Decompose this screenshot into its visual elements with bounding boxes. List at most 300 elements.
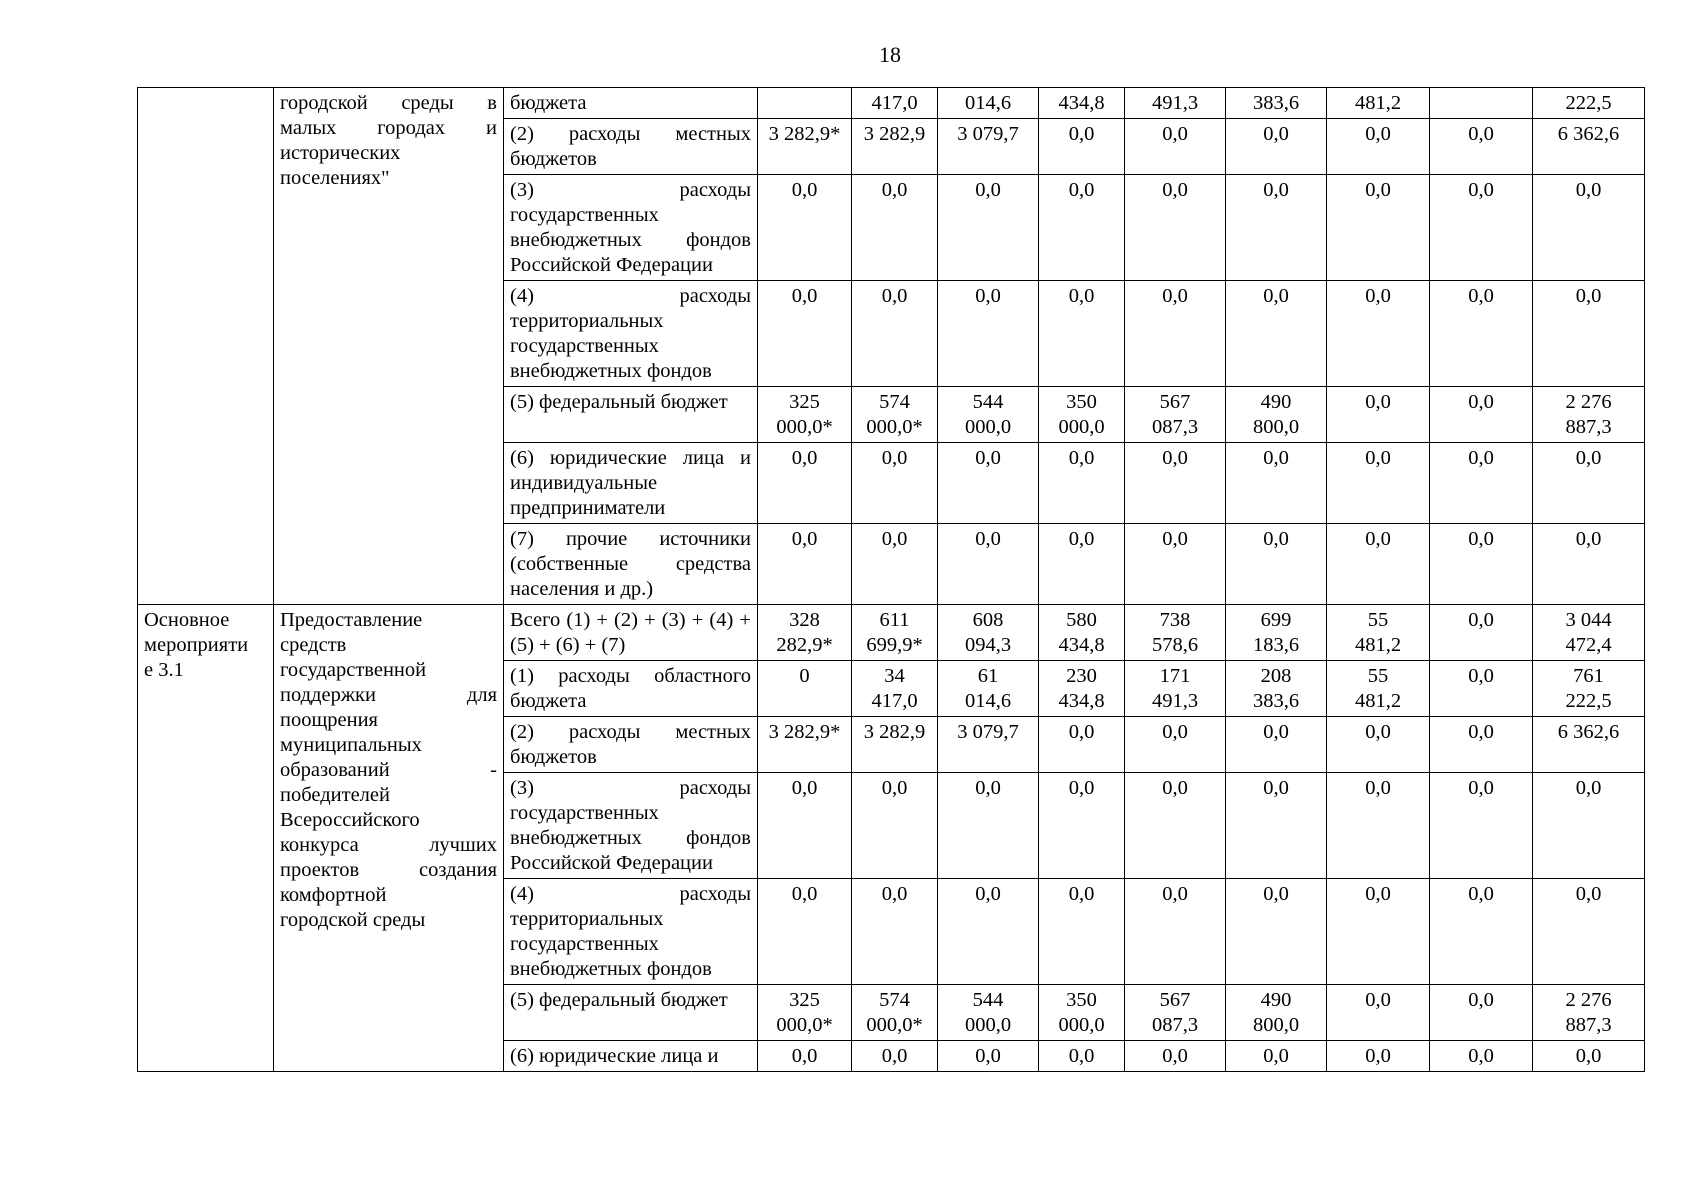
event-name-line: малых городах и (280, 117, 497, 139)
value-cell (852, 281, 938, 387)
value-cell (1125, 387, 1226, 443)
value-line: 094,3 (964, 634, 1012, 656)
event-name-line: средств (280, 634, 347, 656)
value-cell (1039, 119, 1125, 175)
value-line: 0,0 (975, 285, 1001, 307)
value-cell (1039, 387, 1125, 443)
value-cell (1125, 879, 1226, 985)
value-line: 087,3 (1151, 416, 1199, 438)
value-line: 6 362,6 (1557, 123, 1620, 145)
value-cell (1226, 524, 1327, 605)
value-cell (1430, 281, 1533, 387)
value-line: 0,0 (1468, 989, 1494, 1011)
value-line: 383,6 (1252, 690, 1300, 712)
value-line: 000,0 (1058, 1014, 1105, 1036)
value-line: 230 (1066, 665, 1097, 687)
value-line: 611 (879, 609, 910, 631)
value-cell (758, 605, 852, 661)
value-cell (1226, 879, 1327, 985)
value-line: 087,3 (1151, 1014, 1199, 1036)
funding-source-cell: (2) расходы местных бюджетов (504, 119, 758, 175)
value-cell (938, 879, 1039, 985)
event-name-line: исторических (280, 142, 401, 164)
value-cell (1125, 605, 1226, 661)
value-line: 0,0 (881, 447, 908, 469)
value-line: 887,3 (1565, 416, 1612, 438)
value-cell (1125, 717, 1226, 773)
value-line: 000,0 (964, 1014, 1012, 1036)
value-cell (852, 985, 938, 1041)
value-cell (938, 443, 1039, 524)
event-name-line: поощрения (280, 709, 378, 731)
value-cell (938, 605, 1039, 661)
value-line: 0,0 (1263, 285, 1289, 307)
value-line: 0,0 (1365, 528, 1391, 550)
value-line: 0,0 (791, 285, 818, 307)
value-line: 000,0 (964, 416, 1012, 438)
value-cell (1533, 1041, 1645, 1072)
value-cell (938, 281, 1039, 387)
value-cell (1327, 773, 1430, 879)
value-cell (1327, 387, 1430, 443)
value-cell (1125, 443, 1226, 524)
event-code-line: е 3.1 (144, 659, 184, 681)
value-cell (938, 88, 1039, 119)
value-line: 0,0 (1365, 391, 1391, 413)
value-cell (758, 879, 852, 985)
value-line: 0,0 (1162, 528, 1188, 550)
table-row (138, 605, 1645, 661)
value-line: 0,0 (1468, 391, 1494, 413)
funding-source-cell: (4) расходы территориальных государственных внебюджетных фондов (504, 879, 758, 985)
value-cell (852, 175, 938, 281)
event-code-cell (138, 88, 274, 605)
value-cell (1125, 661, 1226, 717)
value-cell (1226, 387, 1327, 443)
value-cell (1226, 443, 1327, 524)
event-name-cell (274, 605, 504, 1072)
value-line: 0,0 (1468, 609, 1494, 631)
value-line: 3 282,9 (863, 123, 926, 145)
value-cell (1430, 879, 1533, 985)
value-line: 0,0 (1468, 777, 1494, 799)
value-line: 0,0 (1162, 285, 1188, 307)
value-line: 0,0 (1162, 179, 1188, 201)
value-cell (1533, 985, 1645, 1041)
value-line: 0,0 (791, 883, 818, 905)
value-line: 800,0 (1252, 416, 1300, 438)
value-cell (1039, 605, 1125, 661)
value-line: 481,2 (1354, 690, 1402, 712)
funding-source-cell: (6) юридические лица и (504, 1041, 758, 1072)
value-line: 0,0 (881, 179, 908, 201)
value-cell (852, 387, 938, 443)
value-cell (1226, 717, 1327, 773)
value-line: 0,0 (791, 528, 818, 550)
value-cell (852, 717, 938, 773)
value-cell (1125, 524, 1226, 605)
value-cell (758, 88, 852, 119)
value-line: 699 (1260, 609, 1292, 631)
value-line: 0,0 (1468, 1045, 1494, 1067)
value-cell (1039, 879, 1125, 985)
value-cell (1430, 119, 1533, 175)
value-cell (1039, 524, 1125, 605)
event-code-line: Основное (144, 609, 230, 631)
value-cell (1327, 119, 1430, 175)
value-line: 328 (789, 609, 820, 631)
value-line: 800,0 (1252, 1014, 1300, 1036)
value-cell (758, 387, 852, 443)
funding-source-cell: (6) юридические лица и индивидуальные предприниматели (504, 443, 758, 524)
value-cell (938, 773, 1039, 879)
value-line: 0,0 (881, 285, 908, 307)
event-name-line: Предоставление (280, 609, 423, 631)
value-line: 350 (1066, 391, 1097, 413)
value-cell (852, 524, 938, 605)
value-cell (1226, 281, 1327, 387)
value-cell (1125, 175, 1226, 281)
value-cell (1226, 1041, 1327, 1072)
event-name-line: образований - (280, 759, 497, 781)
value-line: 434,8 (1058, 690, 1105, 712)
value-line: 0,0 (1468, 285, 1494, 307)
value-line: 350 (1066, 989, 1097, 1011)
value-line: 0,0 (881, 883, 908, 905)
value-cell (1226, 175, 1327, 281)
funding-source-cell: (4) расходы территориальных государственных внебюджетных фондов (504, 281, 758, 387)
value-cell (938, 717, 1039, 773)
value-line: 0,0 (791, 179, 818, 201)
event-name-line: проектов создания (280, 859, 497, 881)
value-cell (1533, 88, 1645, 119)
value-cell (1226, 985, 1327, 1041)
value-line: 887,3 (1565, 1014, 1612, 1036)
value-line: 578,6 (1151, 634, 1199, 656)
value-cell (1533, 281, 1645, 387)
event-name-line: поддержки для (280, 684, 497, 706)
value-cell (1430, 661, 1533, 717)
value-cell (1430, 605, 1533, 661)
value-line: 0,0 (1575, 883, 1602, 905)
value-line: 0,0 (1365, 179, 1391, 201)
value-cell (1125, 773, 1226, 879)
value-line: 0,0 (1575, 528, 1602, 550)
value-cell (938, 524, 1039, 605)
funding-source-cell: (2) расходы местных бюджетов (504, 717, 758, 773)
value-line: 208 (1260, 665, 1292, 687)
value-line: 481,2 (1354, 92, 1402, 114)
value-cell (938, 985, 1039, 1041)
event-name-cell (274, 88, 504, 605)
funding-source-cell: (7) прочие источники (собственные средства населения и др.) (504, 524, 758, 605)
value-line: 0,0 (881, 777, 908, 799)
value-line: 544 (972, 391, 1004, 413)
value-cell (1430, 524, 1533, 605)
value-line: 0,0 (1162, 721, 1188, 743)
value-cell (1039, 281, 1125, 387)
event-name-line: победителей (280, 784, 390, 806)
value-line: 738 (1159, 609, 1191, 631)
value-line: 0,0 (1468, 123, 1494, 145)
value-line: 434,8 (1058, 92, 1105, 114)
value-cell (1039, 717, 1125, 773)
value-line: 0,0 (1068, 123, 1095, 145)
value-line: 3 282,9* (768, 721, 841, 743)
event-name-line: комфортной (280, 884, 387, 906)
value-line: 222,5 (1565, 92, 1612, 114)
value-line: 0,0 (1068, 528, 1095, 550)
value-cell (1226, 773, 1327, 879)
value-line: 567 (1159, 391, 1191, 413)
event-name-line: Всероссийского (280, 809, 420, 831)
value-line: 3 044 (1565, 609, 1612, 631)
value-line: 0,0 (1575, 1045, 1602, 1067)
value-cell (1125, 985, 1226, 1041)
value-line: 0,0 (791, 777, 818, 799)
value-cell (1125, 119, 1226, 175)
event-name-line: муниципальных (280, 734, 422, 756)
value-line: 0,0 (975, 447, 1001, 469)
value-line: 544 (972, 989, 1004, 1011)
value-line: 608 (972, 609, 1004, 631)
value-line: 0,0 (1068, 179, 1095, 201)
value-cell (1039, 985, 1125, 1041)
value-line: 0,0 (881, 1045, 908, 1067)
value-line: 0,0 (1575, 777, 1602, 799)
value-line: 0 (799, 665, 810, 687)
event-code-line: мероприяти (144, 634, 249, 656)
value-line: 55 (1367, 609, 1389, 631)
value-cell (1327, 443, 1430, 524)
event-name-line: государственной (280, 659, 427, 681)
value-cell (938, 387, 1039, 443)
value-cell (938, 175, 1039, 281)
value-cell (1430, 773, 1533, 879)
value-line: 0,0 (1263, 123, 1289, 145)
value-line: 0,0 (791, 1045, 818, 1067)
value-cell (1327, 175, 1430, 281)
event-name-line: городской среды в (280, 92, 497, 114)
value-line: 0,0 (975, 179, 1001, 201)
value-cell (1327, 985, 1430, 1041)
funding-source-cell: (3) расходы государственных внебюджетных фондов Российской Федерации (504, 175, 758, 281)
value-line: 34 (884, 665, 905, 687)
value-line: 0,0 (1575, 179, 1602, 201)
value-line: 0,0 (1263, 528, 1289, 550)
value-line: 3 079,7 (957, 123, 1019, 145)
value-line: 0,0 (1162, 883, 1188, 905)
value-cell (1226, 88, 1327, 119)
value-line: 0,0 (1365, 883, 1391, 905)
value-line: 0,0 (1263, 447, 1289, 469)
event-name-line: городской среды (280, 909, 426, 931)
value-line: 0,0 (1468, 721, 1494, 743)
value-line: 0,0 (975, 528, 1001, 550)
value-line: 0,0 (975, 883, 1001, 905)
value-line: 491,3 (1151, 690, 1199, 712)
value-cell (1039, 88, 1125, 119)
value-line: 3 079,7 (957, 721, 1019, 743)
value-cell (852, 1041, 938, 1072)
value-line: 0,0 (1162, 777, 1188, 799)
budget-table (137, 87, 1645, 1072)
value-cell (1125, 88, 1226, 119)
table-row (138, 88, 1645, 119)
value-line: 000,0* (866, 416, 923, 438)
value-line: 0,0 (1162, 1045, 1188, 1067)
value-cell (1533, 524, 1645, 605)
value-line: 481,2 (1354, 634, 1402, 656)
value-line: 2 276 (1565, 989, 1612, 1011)
value-line: 61 (977, 665, 999, 687)
value-cell (1125, 281, 1226, 387)
value-line: 0,0 (1068, 1045, 1095, 1067)
value-cell (1430, 985, 1533, 1041)
value-cell (758, 443, 852, 524)
value-cell (852, 443, 938, 524)
value-line: 2 276 (1565, 391, 1612, 413)
value-line: 0,0 (1468, 447, 1494, 469)
value-cell (1039, 773, 1125, 879)
funding-source-cell: (5) федеральный бюджет (504, 985, 758, 1041)
value-cell (758, 119, 852, 175)
value-line: 0,0 (1365, 123, 1391, 145)
value-cell (1533, 717, 1645, 773)
value-cell (1327, 1041, 1430, 1072)
value-line: 383,6 (1252, 92, 1300, 114)
value-line: 0,0 (1263, 883, 1289, 905)
value-line: 0,0 (1365, 777, 1391, 799)
value-cell (1327, 879, 1430, 985)
value-line: 567 (1159, 989, 1191, 1011)
value-cell (938, 1041, 1039, 1072)
value-line: 580 (1066, 609, 1097, 631)
value-cell (758, 1041, 852, 1072)
value-cell (1327, 524, 1430, 605)
value-line: 0,0 (1575, 285, 1602, 307)
value-cell (852, 88, 938, 119)
value-cell (758, 773, 852, 879)
value-cell (1327, 717, 1430, 773)
value-cell (1430, 88, 1533, 119)
value-line: 0,0 (1162, 123, 1188, 145)
value-line: 0,0 (1068, 883, 1095, 905)
value-cell (852, 661, 938, 717)
value-line: 6 362,6 (1557, 721, 1620, 743)
value-cell (758, 524, 852, 605)
value-line: 0,0 (1468, 528, 1494, 550)
value-cell (938, 119, 1039, 175)
value-line: 0,0 (1365, 721, 1391, 743)
value-line: 0,0 (1068, 447, 1095, 469)
value-line: 472,4 (1565, 634, 1612, 656)
value-line: 000,0 (1058, 416, 1105, 438)
value-line: 325 (789, 989, 820, 1011)
value-line: 0,0 (1365, 1045, 1391, 1067)
value-line: 574 (879, 391, 910, 413)
value-cell (1533, 387, 1645, 443)
value-line: 0,0 (1468, 883, 1494, 905)
value-line: 000,0* (776, 1014, 833, 1036)
value-line: 0,0 (791, 447, 818, 469)
value-cell (1430, 175, 1533, 281)
value-cell (938, 661, 1039, 717)
value-cell (1226, 119, 1327, 175)
value-line: 417,0 (871, 690, 918, 712)
value-cell (1430, 1041, 1533, 1072)
value-line: 574 (879, 989, 910, 1011)
value-line: 417,0 (871, 92, 918, 114)
value-line: 0,0 (1575, 447, 1602, 469)
value-cell (1430, 717, 1533, 773)
value-cell (1533, 605, 1645, 661)
value-cell (1533, 773, 1645, 879)
value-cell (1327, 661, 1430, 717)
value-cell (852, 879, 938, 985)
funding-source-cell: (1) расходы областного бюджета (504, 661, 758, 717)
event-name-line: конкурса лучших (280, 834, 497, 856)
value-cell (1533, 443, 1645, 524)
value-cell (1039, 1041, 1125, 1072)
value-cell (1327, 605, 1430, 661)
funding-source-cell: бюджета (504, 88, 758, 119)
value-line: 3 282,9 (863, 721, 926, 743)
value-line: 0,0 (1068, 285, 1095, 307)
value-line: 0,0 (1263, 1045, 1289, 1067)
value-line: 0,0 (1263, 777, 1289, 799)
value-cell (1327, 88, 1430, 119)
value-cell (758, 985, 852, 1041)
value-line: 171 (1159, 665, 1191, 687)
funding-source-cell: (5) федеральный бюджет (504, 387, 758, 443)
value-cell (758, 281, 852, 387)
value-cell (1327, 281, 1430, 387)
value-cell (852, 119, 938, 175)
value-line: 0,0 (1162, 447, 1188, 469)
value-line: 761 (1573, 665, 1604, 687)
value-cell (1226, 661, 1327, 717)
value-line: 0,0 (1365, 989, 1391, 1011)
value-line: 491,3 (1151, 92, 1199, 114)
page-number: 18 (879, 42, 901, 67)
value-line: 0,0 (1263, 721, 1289, 743)
value-line: 490 (1260, 989, 1292, 1011)
value-cell (1125, 1041, 1226, 1072)
event-code-cell (138, 605, 274, 1072)
event-name-line: поселениях" (280, 167, 390, 189)
value-cell (758, 175, 852, 281)
value-line: 0,0 (1263, 179, 1289, 201)
value-line: 325 (789, 391, 820, 413)
value-cell (852, 773, 938, 879)
value-cell (1039, 661, 1125, 717)
value-line: 0,0 (1365, 447, 1391, 469)
value-cell (1533, 661, 1645, 717)
value-cell (1533, 175, 1645, 281)
value-cell (1430, 387, 1533, 443)
value-cell (758, 661, 852, 717)
value-line: 183,6 (1252, 634, 1300, 656)
funding-source-cell: (3) расходы государственных внебюджетных фондов Российской Федерации (504, 773, 758, 879)
value-line: 0,0 (881, 528, 908, 550)
value-cell (1430, 443, 1533, 524)
value-cell (1533, 119, 1645, 175)
value-line: 0,0 (1468, 179, 1494, 201)
value-line: 699,9* (866, 634, 923, 656)
value-line: 014,6 (964, 690, 1012, 712)
value-cell (852, 605, 938, 661)
